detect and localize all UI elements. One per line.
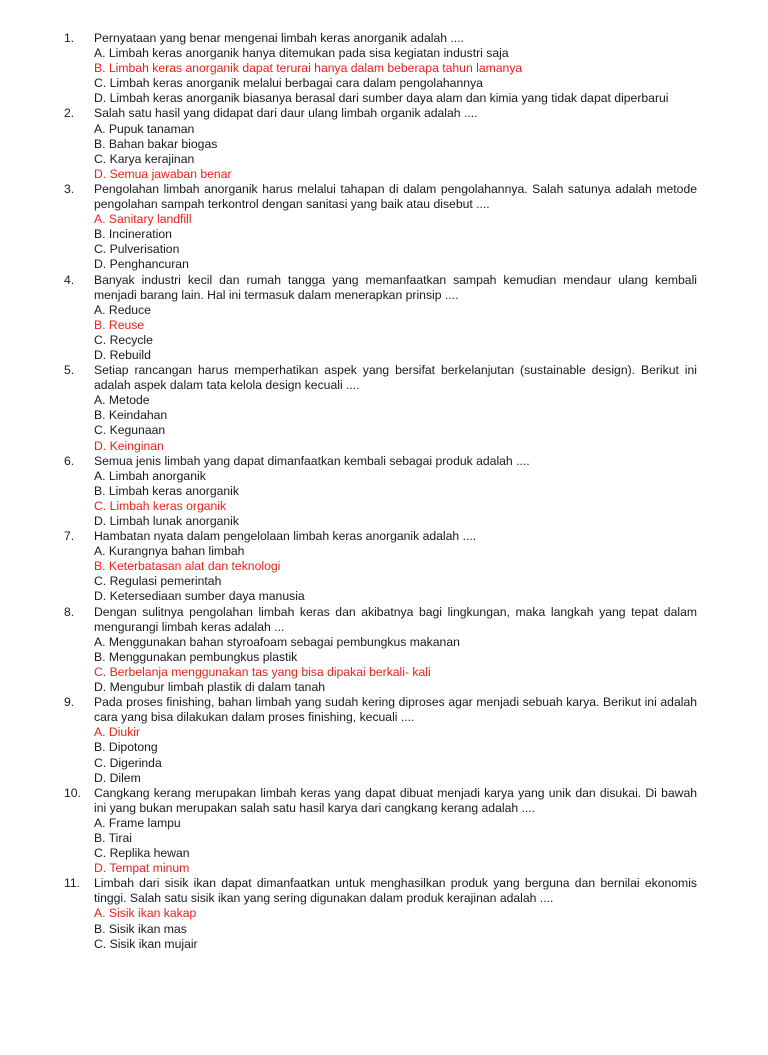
answer-option: D. Dilem bbox=[94, 770, 141, 785]
answer-option: A. Limbah anorganik bbox=[94, 468, 206, 483]
question-stem: Pada proses finishing, bahan limbah yang sudah kering diproses agar menjadi sebuah karya. Berikut ini adalah cara yang bisa dilakukan dalam proses finishing, kecuali .... bbox=[94, 695, 697, 725]
question-stem: Hambatan nyata dalam pengelolaan limbah keras anorganik adalah .... bbox=[94, 529, 477, 544]
question-stem: Setiap rancangan harus memperhatikan aspek yang bersifat berkelanjutan (sustainable design). Berikut ini adalah aspek dalam tata kelola design kecuali .... bbox=[94, 363, 697, 393]
answer-option: C. Replika hewan bbox=[94, 846, 190, 861]
answer-option: B. Menggunakan pembungkus plastik bbox=[94, 649, 298, 664]
question-number: 7. bbox=[64, 529, 75, 544]
question-number: 6. bbox=[64, 453, 75, 468]
answer-option: C. Recycle bbox=[94, 332, 153, 347]
answer-option-correct: D. Keinginan bbox=[94, 438, 164, 453]
answer-option: D. Ketersediaan sumber daya manusia bbox=[94, 589, 305, 604]
question-number: 10. bbox=[64, 785, 81, 800]
question-item bbox=[64, 106, 697, 181]
question-stem: Pernyataan yang benar mengenai limbah keras anorganik adalah .... bbox=[94, 31, 464, 45]
question-stem: Cangkang kerang merupakan limbah keras yang dapat dibuat menjadi karya yang unik dan disukai. Di bawah ini yang bukan merupakan salah satu hasil karya dari cangkang kerang adalah .... bbox=[94, 785, 697, 815]
question-item bbox=[64, 785, 697, 877]
answer-option: A. Metode bbox=[94, 393, 150, 408]
question-number: 2. bbox=[64, 106, 75, 121]
answer-option-correct: B. Keterbatasan alat dan teknologi bbox=[94, 559, 281, 574]
answer-option: D. Limbah lunak anorganik bbox=[94, 514, 239, 528]
question-stem: Dengan sulitnya pengolahan limbah keras dan akibatnya bagi lingkungan, maka langkah yang tepat dalam mengurangi limbah keras adalah ... bbox=[94, 604, 697, 634]
answer-option: D. Rebuild bbox=[94, 347, 151, 362]
answer-option-correct: C. Limbah keras organik bbox=[94, 498, 227, 513]
question-item bbox=[64, 453, 697, 529]
answer-option: C. Limbah keras anorganik melalui berbagai cara dalam pengolahannya bbox=[94, 76, 483, 91]
answer-option: B. Tirai bbox=[94, 830, 132, 845]
answer-option: C. Pulverisation bbox=[94, 242, 180, 257]
answer-option: D. Penghancuran bbox=[94, 257, 189, 272]
document-page bbox=[0, 31, 768, 1055]
question-item bbox=[64, 272, 697, 364]
answer-option: A. Reduce bbox=[94, 302, 151, 317]
question-stem: Limbah dari sisik ikan dapat dimanfaatkan untuk menghasilkan produk yang berguna dan bernilai ekonomis tinggi. Salah satu sisik ikan yang sering digunakan dalam produk kerajinan adalah .... bbox=[94, 876, 697, 906]
question-number: 9. bbox=[64, 695, 75, 710]
answer-option: C. Kegunaan bbox=[94, 423, 166, 438]
answer-option-correct: A. Diukir bbox=[94, 725, 141, 740]
question-stem: Semua jenis limbah yang dapat dimanfaatkan kembali sebagai produk adalah .... bbox=[94, 453, 530, 468]
question-number: 4. bbox=[64, 272, 75, 287]
answer-option: D. Limbah keras anorganik biasanya berasal dari sumber daya alam dan kimia yang tidak dapat diperbarui bbox=[94, 91, 669, 106]
answer-option: B. Sisik ikan mas bbox=[94, 921, 187, 936]
question-item bbox=[64, 529, 697, 604]
answer-option: A. Kurangnya bahan limbah bbox=[94, 544, 245, 559]
answer-option-correct: C. Berbelanja menggunakan tas yang bisa dipakai berkali- kali bbox=[94, 664, 431, 679]
answer-option: A. Limbah keras anorganik hanya ditemukan pada sisa kegiatan industri saja bbox=[94, 46, 509, 61]
question-item bbox=[64, 31, 697, 106]
question-item bbox=[64, 695, 697, 786]
answer-option: B. Keindahan bbox=[94, 408, 168, 423]
question-number: 11. bbox=[64, 876, 81, 891]
answer-option-correct: A. Sanitary landfill bbox=[94, 212, 192, 227]
question-list bbox=[0, 31, 768, 952]
answer-option: C. Digerinda bbox=[94, 755, 162, 770]
answer-option-correct: A. Sisik ikan kakap bbox=[94, 906, 197, 921]
answer-option: C. Regulasi pemerintah bbox=[94, 574, 222, 589]
question-item bbox=[64, 876, 697, 951]
question-number: 5. bbox=[64, 363, 75, 378]
question-stem: Pengolahan limbah anorganik harus melalui tahapan di dalam pengolahannya. Salah satunya adalah metode pengolahan sampah terkontrol dengan sanitasi yang baik atau disebut .... bbox=[94, 181, 697, 212]
answer-option: C. Sisik ikan mujair bbox=[94, 936, 198, 951]
answer-option: A. Pupuk tanaman bbox=[94, 121, 195, 136]
question-number: 3. bbox=[64, 181, 75, 196]
answer-option: A. Frame lampu bbox=[94, 815, 181, 830]
question-stem: Salah satu hasil yang didapat dari daur ulang limbah organik adalah .... bbox=[94, 106, 478, 121]
question-item bbox=[64, 604, 697, 696]
answer-option: B. Limbah keras anorganik bbox=[94, 483, 239, 498]
question-item bbox=[64, 181, 697, 273]
answer-option-correct: D. Semua jawaban benar bbox=[94, 166, 232, 181]
question-number: 1. bbox=[64, 31, 75, 45]
answer-option: B. Dipotong bbox=[94, 740, 158, 755]
answer-option: B. Bahan bakar biogas bbox=[94, 136, 218, 151]
answer-option-correct: D. Tempat minum bbox=[94, 861, 190, 876]
answer-option: C. Karya kerajinan bbox=[94, 151, 195, 166]
answer-option: B. Incineration bbox=[94, 227, 172, 242]
answer-option-correct: B. Limbah keras anorganik dapat terurai hanya dalam beberapa tahun lamanya bbox=[94, 61, 523, 76]
question-stem: Banyak industri kecil dan rumah tangga yang memanfaatkan sampah kemudian mendaur ulang kembali menjadi barang lain. Hal ini termasuk dalam menerapkan prinsip .... bbox=[94, 272, 697, 302]
question-item bbox=[64, 363, 697, 454]
question-number: 8. bbox=[64, 604, 75, 619]
answer-option-correct: B. Reuse bbox=[94, 317, 145, 332]
answer-option: A. Menggunakan bahan styroafoam sebagai pembungkus makanan bbox=[94, 634, 460, 649]
answer-option: D. Mengubur limbah plastik di dalam tanah bbox=[94, 680, 326, 695]
